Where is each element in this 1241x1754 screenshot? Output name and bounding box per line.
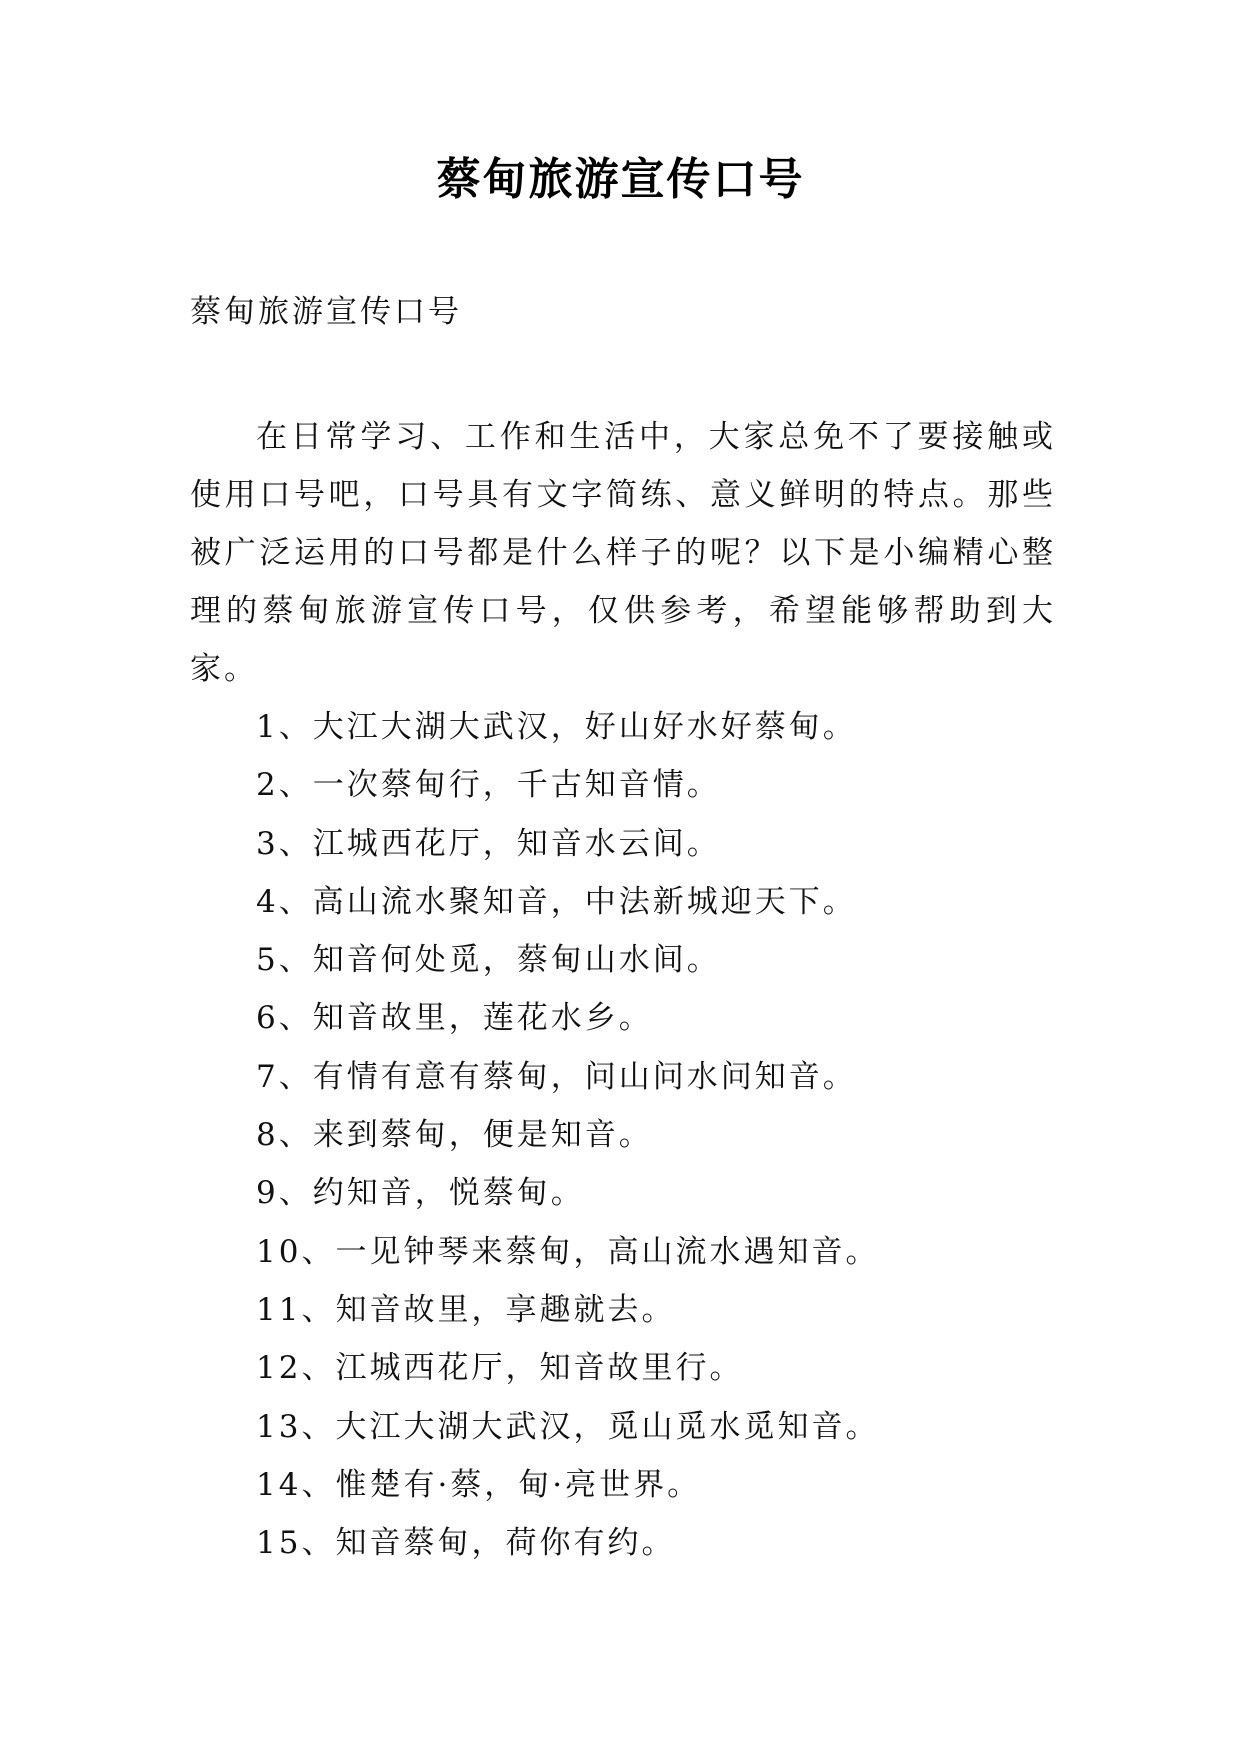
slogan-item: 8、来到蔡甸，便是知音。: [256, 1117, 653, 1154]
slogan-item: 1、大江大湖大武汉，好山好水好蔡甸。: [256, 709, 857, 745]
slogan-item: 12、江城西花厅，知音故里行。: [256, 1350, 744, 1387]
page-title: 蔡甸旅游宣传口号: [436, 154, 805, 205]
slogan-item: 4、高山流水聚知音，中法新城迎天下。: [256, 883, 857, 920]
slogan-item: 9、约知音，悦蔡甸。: [256, 1175, 585, 1212]
intro-paragraph: 在日常学习、工作和生活中，大家总免不了要接触或使用口号吧，口号具有文字简练、意义鲜明的特点。那些被广泛运用的口号都是什么样子的呢？以下是小编精心整理的蔡甸旅游宣传口号，仅供参考，希望能够帮助到大家。: [190, 419, 1056, 687]
slogan-item: 11、知音故里，享趣就去。: [256, 1291, 676, 1328]
slogan-item: 2、一次蔡甸行，千古知音情。: [256, 767, 721, 804]
slogan-item: 13、大江大湖大武汉，觅山觅水觅知音。: [256, 1408, 880, 1445]
slogan-item: 5、知音何处觅，蔡甸山水间。: [256, 942, 721, 979]
document-subtitle: 蔡甸旅游宣传口号: [190, 294, 462, 330]
slogan-item: 6、知音故里，莲花水乡。: [256, 1000, 653, 1037]
slogan-list: [256, 698, 879, 1572]
slogan-item: 15、知音蔡甸，荷你有约。: [256, 1525, 676, 1562]
slogan-item: 7、有情有意有蔡甸，问山问水问知音。: [256, 1058, 857, 1095]
slogan-item: 14、惟楚有·蔡，甸·亮世界。: [256, 1466, 702, 1503]
slogan-item: 10、一见钟琴来蔡甸，高山流水遇知音。: [256, 1233, 880, 1270]
slogan-item: 3、江城西花厅，知音水云间。: [256, 825, 721, 862]
